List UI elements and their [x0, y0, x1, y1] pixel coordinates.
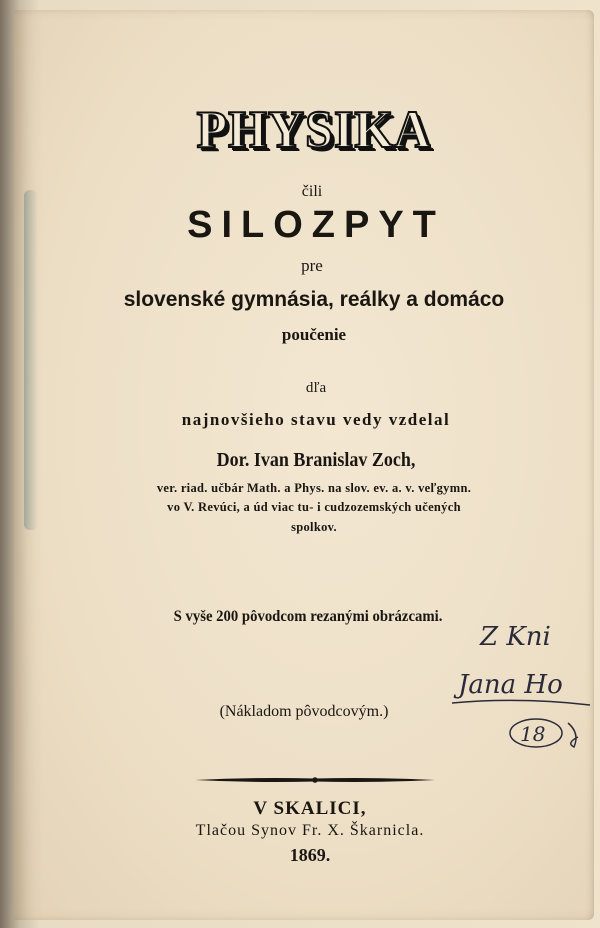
- publication-year: 1869.: [289, 845, 331, 865]
- book-subtitle: SILOZPYT: [187, 204, 445, 246]
- illustrations-note: S vyše 200 pôvodcom rezanými obrázcami.: [173, 608, 443, 625]
- handwritten-inscription: [440, 615, 600, 765]
- ornamental-rule: [195, 777, 435, 783]
- author-credentials-line-3: spolkov.: [291, 520, 337, 534]
- author-credentials-line-1: ver. riad. učbár Math. a Phys. na slov. ev. a. v. veľgymn.: [156, 481, 472, 495]
- publication-place: V SKALICI,: [253, 798, 367, 819]
- book-title: PHYSIKA: [196, 99, 432, 159]
- basis-line: najnovšieho stavu vedy vzdelal: [181, 410, 451, 429]
- preposition: pre: [301, 256, 323, 275]
- author-name: Dor. Ivan Branislav Zoch,: [216, 449, 416, 471]
- author-credentials-line-2: vo V. Revúci, a úd viac tu- i cudzozemských učených: [167, 500, 461, 514]
- printer: Tlačou Synov Fr. X. Škarnicla.: [195, 822, 425, 839]
- according-to: dľa: [305, 380, 327, 396]
- inscription-line-1: Z Kni: [480, 622, 551, 652]
- audience-continuation: poučenie: [281, 325, 347, 344]
- conjunction: čili: [301, 183, 323, 200]
- publisher-note: (Nákladom pôvodcovým.): [219, 703, 389, 720]
- inscription-line-3: 18: [520, 722, 546, 746]
- inscription-line-2: Jana Ho: [458, 670, 563, 700]
- audience-line: slovenské gymnásia, reálky a domáco: [123, 288, 505, 311]
